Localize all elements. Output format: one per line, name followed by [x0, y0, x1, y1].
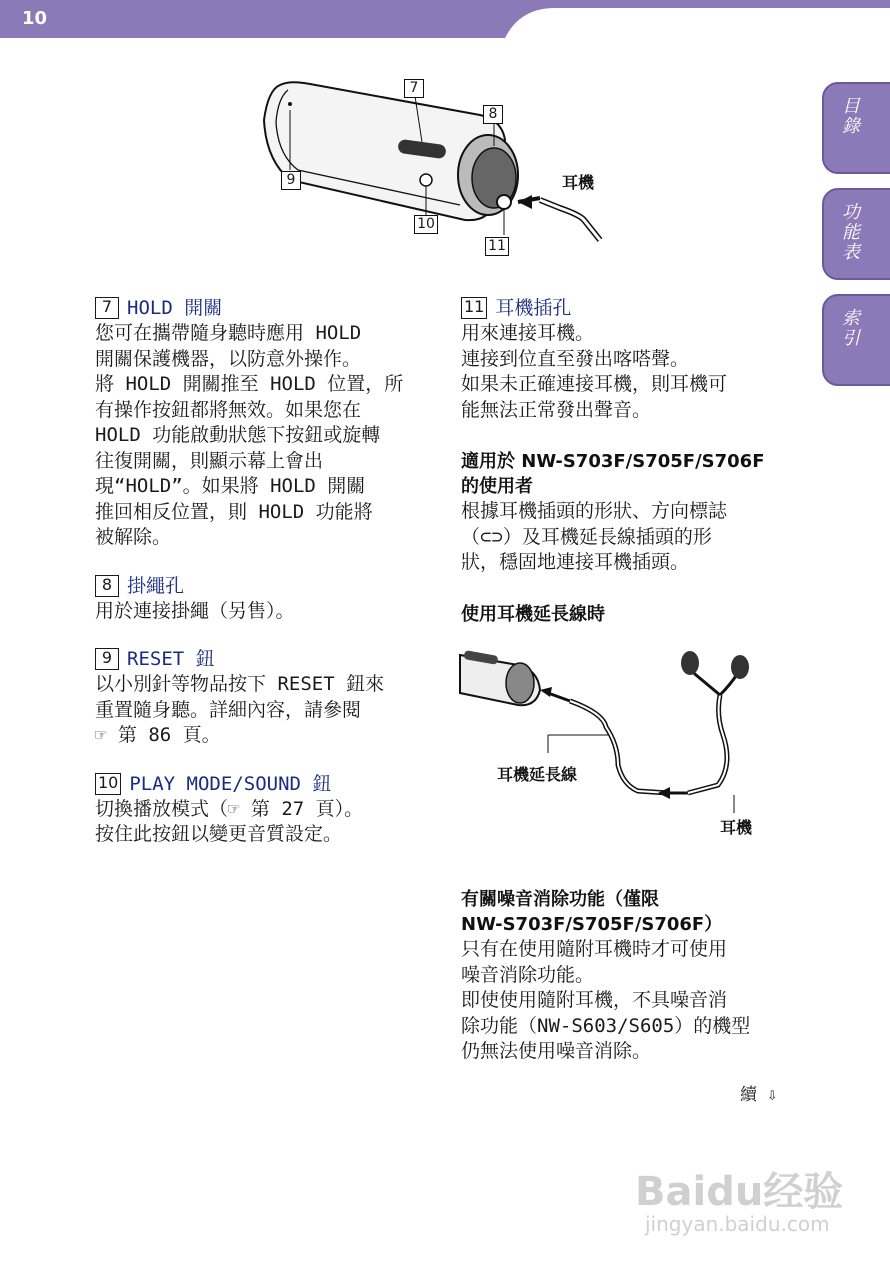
tab-index-label: 索引: [839, 308, 860, 348]
section-hold: [95, 295, 435, 551]
watermark-logo: [635, 1160, 843, 1217]
earphone-label-bottom: 耳機: [720, 818, 753, 837]
watermark-brand: Bai: [635, 1169, 707, 1215]
right-column: [461, 295, 781, 627]
section-number: 9: [95, 648, 119, 670]
section-title-text: PLAY MODE/SOUND 鈕: [129, 772, 332, 795]
header-bar: [0, 0, 890, 38]
applies-body: 根據耳機插頭的形狀、方向標誌 （⊂⊃）及耳機延長線插頭的形 狀，穩固地連接耳機插頭。: [461, 500, 728, 573]
tab-contents-label: 目錄: [839, 96, 860, 136]
section-body: 用來連接耳機。 連接到位直至發出喀嗒聲。 如果未正確連接耳機，則耳機可 能無法正常發出聲音。: [461, 322, 728, 421]
callout-10: 10: [414, 215, 438, 234]
tab-menu-label: 功能表: [839, 202, 860, 262]
section-title-text: HOLD 開關: [127, 297, 223, 319]
noise-section: [461, 887, 781, 1065]
section-title-text: 掛繩孔: [127, 574, 185, 597]
callout-8: 8: [483, 105, 503, 124]
callout-11: 11: [485, 237, 509, 256]
section-title: [95, 646, 435, 672]
section-title-text: 耳機插孔: [495, 297, 572, 319]
noise-body: 只有在使用隨附耳機時才可使用 噪音消除功能。 即使使用隨附耳機，不具噪音消 除功能（NW-S603/S605）的機型 仍無法使用噪音消除。: [461, 938, 751, 1062]
section-body: 以小別針等物品按下 RESET 鈕來 重置隨身聽。詳細內容，請參閱 ☞ 第 86 頁。: [95, 673, 385, 746]
tab-contents[interactable]: [822, 82, 890, 174]
section-body: 您可在攜帶隨身聽時應用 HOLD 開關保護機器，以防意外操作。 將 HOLD 開關推至 HOLD 位置，所 有操作按鈕都將無效。如果您在 HOLD 功能啟動狀態下按鈕或旋轉 往復開關，則顯示幕上會出 現“HOLD”。如果將 HOLD 開關 推回相反位置，則 HOLD 功能將 被解除。: [95, 322, 404, 548]
callout-9: 9: [281, 171, 301, 190]
extension-heading: 使用耳機延長線時: [461, 603, 605, 625]
section-body: 切換播放模式（☞ 第 27 頁）。 按住此按鈕以變更音質設定。: [95, 797, 364, 845]
tab-index[interactable]: [822, 294, 890, 386]
extension-cable-illustration: [458, 645, 758, 825]
applies-heading: 適用於 NW-S703F/S705F/S706F 的使用者: [461, 451, 765, 497]
tab-menu[interactable]: [822, 188, 890, 280]
page-number: 10: [22, 8, 48, 29]
section-strap-hole: [95, 573, 435, 625]
section-title: [95, 573, 435, 599]
watermark-url: jingyan.baidu.com: [645, 1212, 830, 1236]
section-title: [95, 295, 435, 321]
watermark-brand2: du: [706, 1169, 764, 1215]
section-title: [461, 295, 781, 321]
earphone-label-top: 耳機: [562, 173, 595, 192]
watermark-suffix: 经验: [763, 1169, 844, 1215]
section-title: [95, 771, 435, 797]
left-column: [95, 295, 435, 848]
section-play-mode: [95, 771, 435, 848]
section-number: 10: [95, 773, 121, 795]
section-number: 11: [461, 297, 487, 319]
continued-indicator[interactable]: 續 ⇩: [740, 1085, 778, 1105]
section-reset: [95, 646, 435, 749]
callout-7: 7: [404, 79, 424, 98]
section-title-text: RESET 鈕: [127, 648, 215, 670]
section-number: 8: [95, 575, 119, 597]
noise-heading: 有關噪音消除功能（僅限 NW-S703F/S705F/S706F）: [461, 889, 723, 935]
extension-cable-label: 耳機延長線: [497, 765, 578, 784]
section-number: 7: [95, 297, 119, 319]
section-body: 用於連接掛繩（另售）。: [95, 599, 295, 622]
